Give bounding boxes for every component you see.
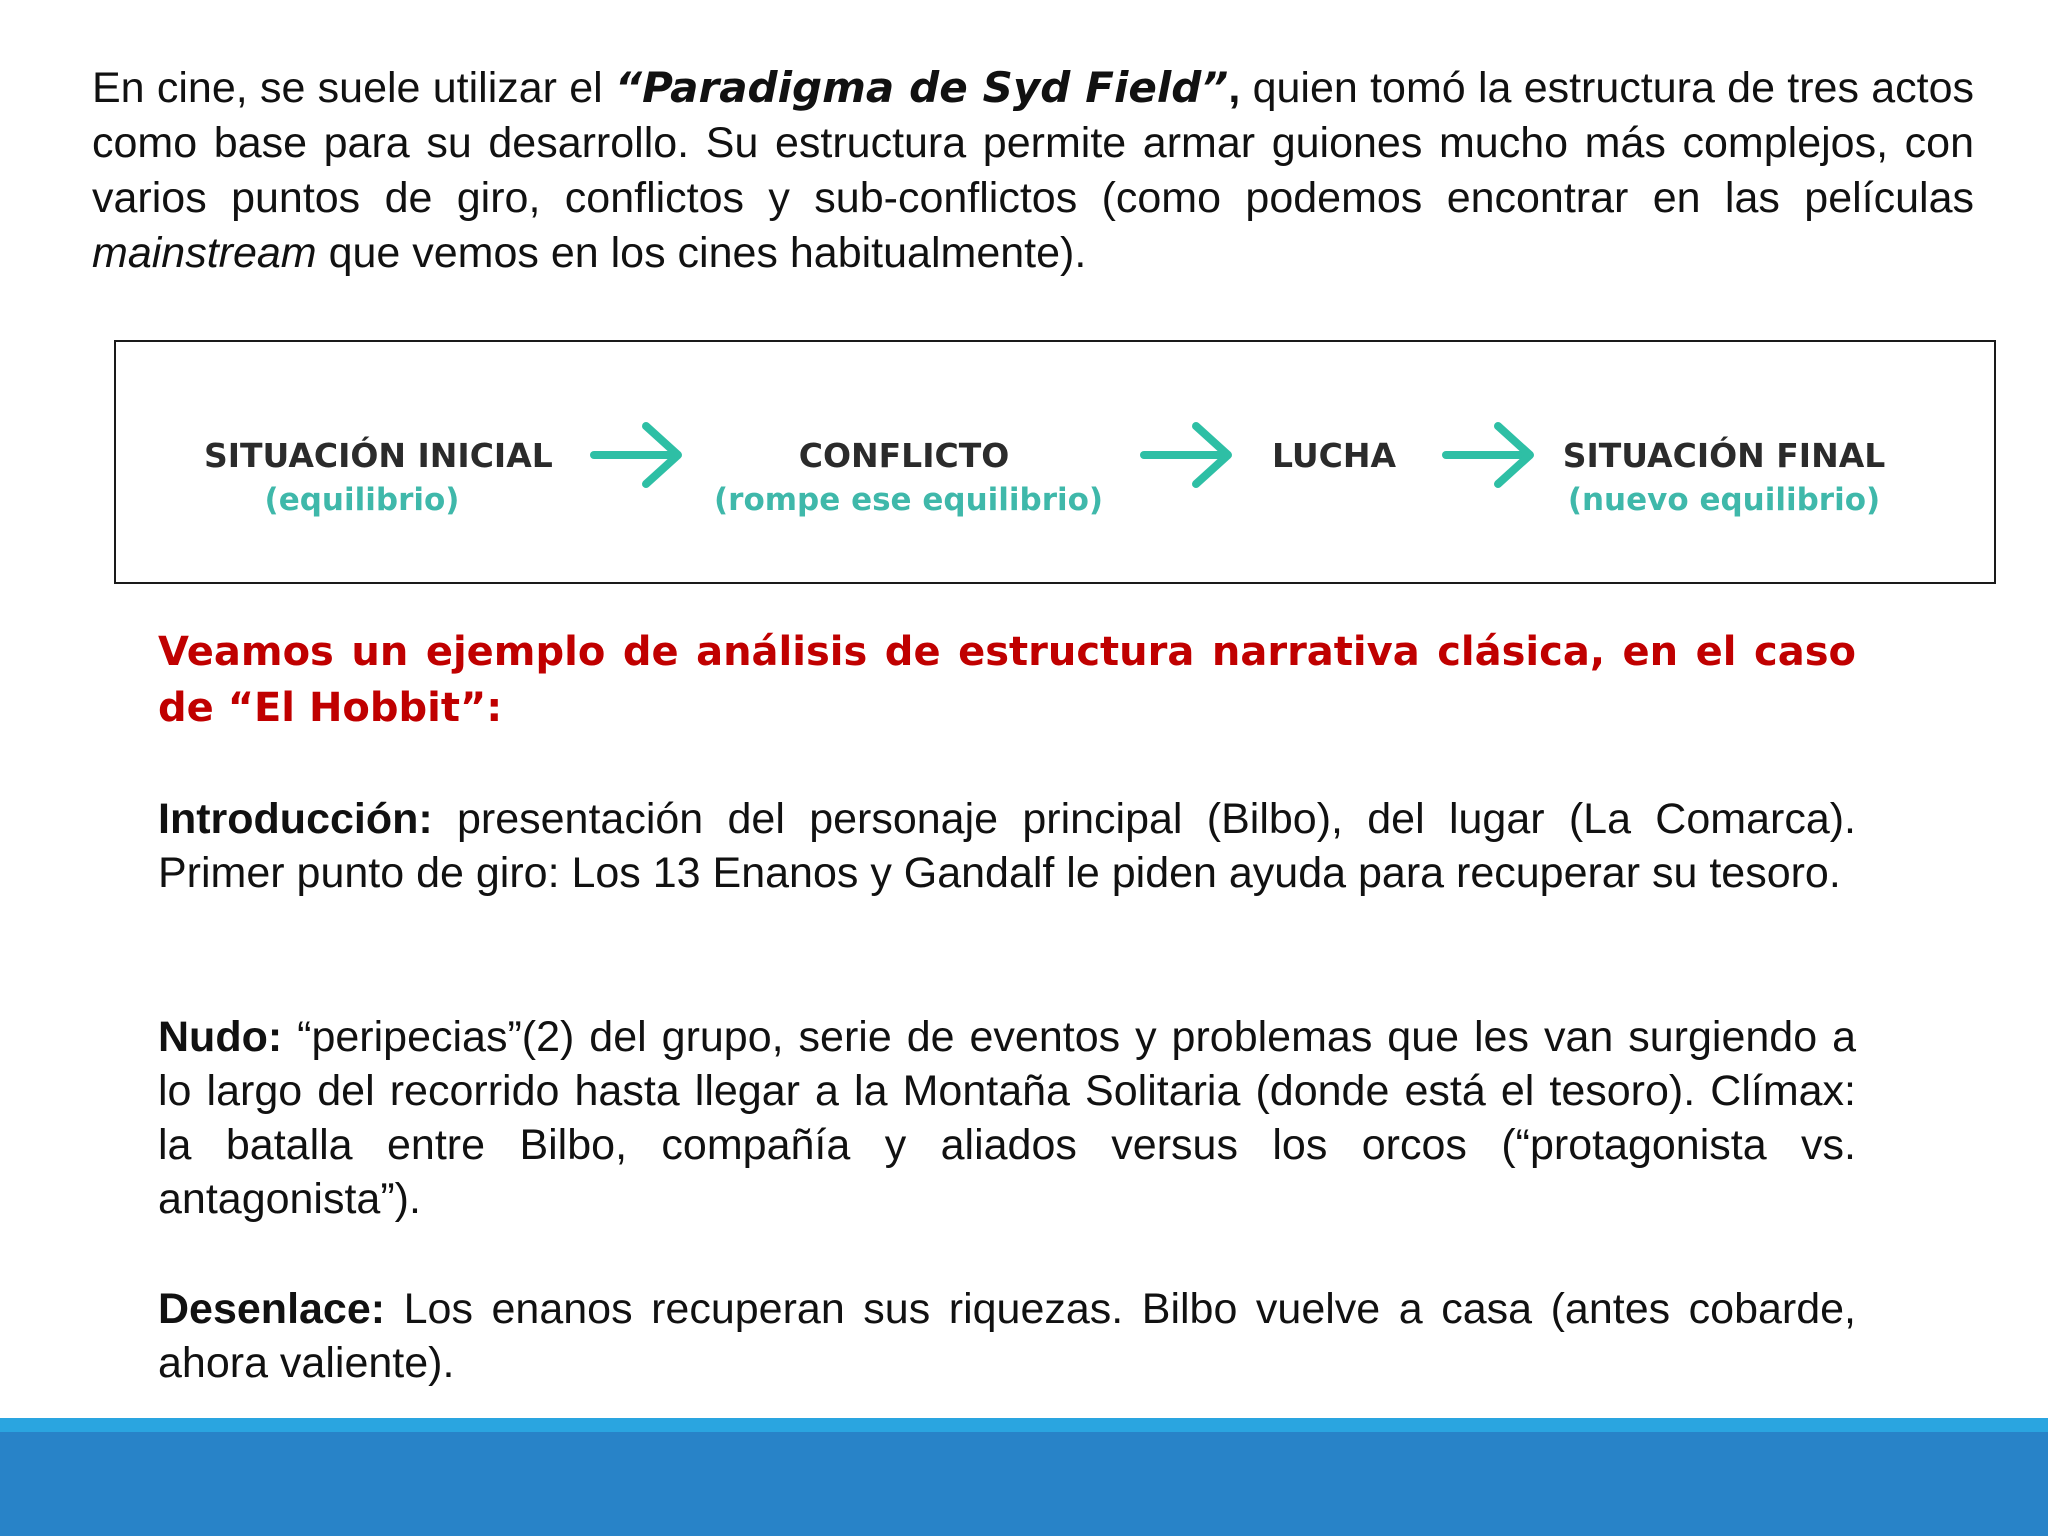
intro-paragraph (92, 60, 1974, 281)
section-text: Los enanos recuperan sus riquezas. Bilbo vuelve a casa (antes cobarde, ahora valiente). (158, 1285, 1856, 1387)
node-title: SITUACIÓN INICIAL (204, 436, 553, 475)
node-title: SITUACIÓN FINAL (1562, 436, 1886, 475)
narrative-structure-diagram (114, 340, 1996, 584)
node-situacion-final (1562, 434, 1886, 522)
footer-bar (0, 1432, 2048, 1536)
footer-accent-line (0, 1418, 2048, 1432)
arrow-right-icon (1140, 418, 1236, 492)
section-label: Introducción: (158, 795, 433, 843)
section-text: presentación del personaje principal (Bilbo), del lugar (La Comarca). Primer punto de giro: Los 13 Enanos y Gandalf le piden ayuda para recuperar su tesoro. (158, 795, 1856, 897)
intro-text-1: En cine, se suele utilizar el (92, 64, 616, 112)
node-title: CONFLICTO (798, 436, 1010, 475)
intro-text-3: que vemos en los cines habitualmente). (316, 229, 1087, 277)
section-label: Nudo: (158, 1013, 283, 1061)
example-heading: Veamos un ejemplo de análisis de estructura narrativa clásica, en el caso de “El Hobbit”: (158, 629, 1856, 731)
intro-comma: , (1228, 64, 1241, 112)
node-situacion-inicial (204, 434, 553, 522)
mainstream-italic: mainstream (92, 229, 317, 277)
section-nudo (158, 1010, 1856, 1226)
section-label: Desenlace: (158, 1285, 386, 1333)
node-subtitle: (rompe ese equilibrio) (714, 482, 1104, 518)
arrow-right-icon (590, 418, 686, 492)
section-text: “peripecias”(2) del grupo, serie de eventos y problemas que les van surgiendo a lo largo del recorrido hasta llegar a la Montaña Solitaria (donde está el tesoro). Clímax: la batalla entre Bilbo, compañía y aliados versus los orcos (“protagonista vs. antagonista”). (158, 1013, 1856, 1223)
node-subtitle: (nuevo equilibrio) (1567, 482, 1881, 518)
section-desenlace (158, 1282, 1856, 1390)
node-lucha (1264, 434, 1404, 478)
arrow-right-icon (1442, 418, 1538, 492)
intro-text-2: quien tomó la estructura de tres actos como base para su desarrollo. Su estructura permite armar guiones mucho más complejos, con varios puntos de giro, conflictos y sub-conflictos (como podemos encontrar en las películas (92, 64, 1974, 222)
node-title: LUCHA (1271, 436, 1397, 475)
syd-field-emphasis: “Paradigma de Syd Field” (615, 63, 1229, 112)
node-subtitle: (equilibrio) (264, 482, 460, 518)
section-introduccion (158, 792, 1856, 900)
node-conflicto (714, 434, 1104, 522)
